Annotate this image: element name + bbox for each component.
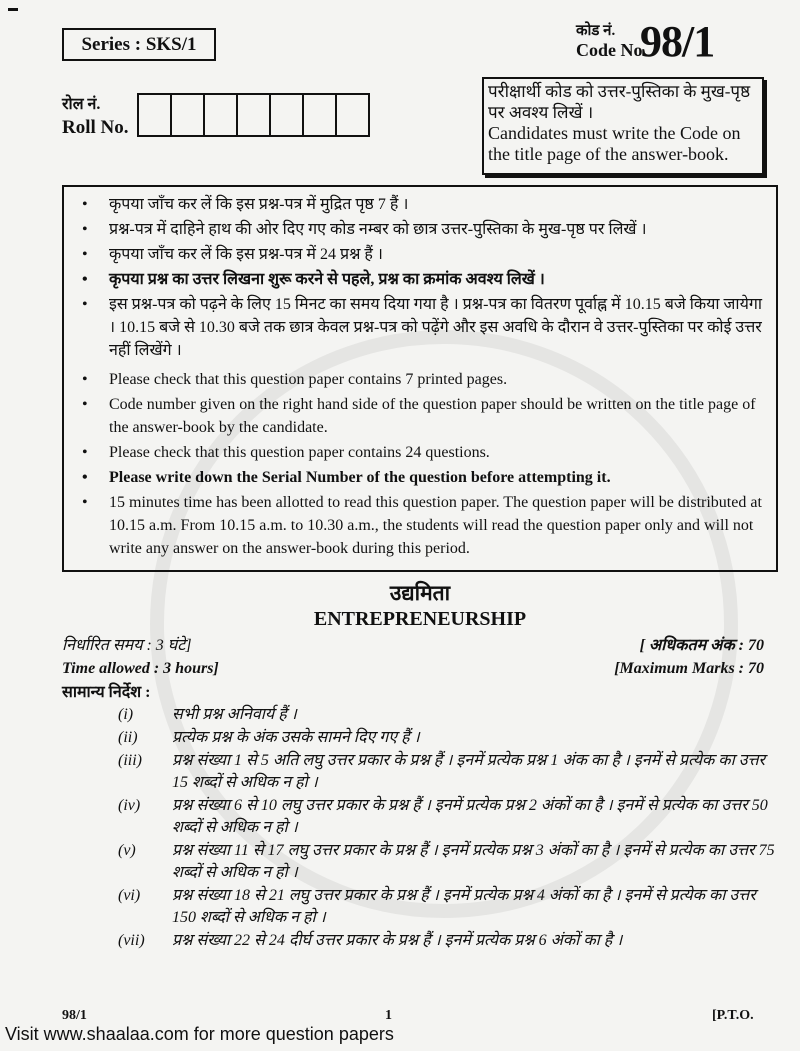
roll-cell [139,95,172,135]
roll-number-boxes [137,93,370,137]
time-marks-row-hindi [62,634,778,657]
instruction-item [118,750,778,794]
notice-item: • Please check that this question paper contains 24 questions. [80,441,762,464]
roll-cell [238,95,271,135]
code-notice-english: Candidates must write the Code on the title page of the answer-book. [488,123,741,164]
subject-title: ENTREPRENEURSHIP [313,608,527,630]
notice-item: • Please write down the Serial Number of the question before attempting it. [80,466,762,489]
roll-label: Roll No. [62,117,129,138]
instruction-item [118,727,778,749]
scan-mark [8,8,18,11]
notice-item: • Please check that this question paper contains 7 printed pages. [80,368,762,391]
instruction-number: (iii) [118,752,142,769]
instruction-number: (i) [118,706,134,723]
instruction-text: प्रश्न संख्या 11 से 17 लघु उत्तर प्रकार के प्रश्न हैं । इनमें प्रत्येक प्रश्न 3 अंकों का है । इनमें से प्रत्येक का उत्तर 75 शब्दों से अधिक न हो । [172,842,775,881]
footer-code: 98/1 [62,1008,87,1023]
subject-title-hindi: उद्यमिता [389,581,451,605]
time-marks-row [62,657,778,680]
notice-box [62,185,778,572]
instruction-item [118,840,778,884]
visit-link[interactable]: Visit www.shaalaa.com for more question papers [5,1024,394,1044]
instruction-text: प्रश्न संख्या 6 से 10 लघु उत्तर प्रकार के प्रश्न हैं । इनमें प्रत्येक प्रश्न 2 अंकों का है । इनमें से प्रत्येक का उत्तर 50 शब्दों से अधिक न हो । [172,797,768,836]
instruction-list [62,704,778,952]
code-notice-box [482,77,764,175]
code-label-hindi: कोड नं. [576,23,616,39]
pto-label: [P.T.O. [712,1008,754,1023]
notice-item: • इस प्रश्न-पत्र को पढ़ने के लिए 15 मिनट का समय दिया गया है । प्रश्न-पत्र का वितरण पूर्वाह्न में 10.15 बजे किया जायेगा । 10.15 बजे से 10.30 बजे तक छात्र केवल प्रश्न-पत्र को पढ़ेंगे और इस अवधि के दौरान वे उत्तर-पुस्तिका पर कोई उत्तर नहीं लिखेंगे । [80,293,762,362]
instruction-number: (vi) [118,887,141,904]
instruction-item [118,930,778,952]
notice-item: • कृपया जाँच कर लें कि इस प्रश्न-पत्र में मुद्रित पृष्ठ 7 हैं । [80,193,762,216]
notice-item: • Code number given on the right hand side of the question paper should be written on the title page of the answer-book by the candidate. [80,393,762,439]
notice-item: • कृपया प्रश्न का उत्तर लिखना शुरू करने से पहले, प्रश्न का क्रमांक अवश्य लिखें । [80,268,762,291]
code-value: 98/1 [640,17,715,66]
max-marks: [Maximum Marks : 70 [614,660,764,677]
page-body [62,185,778,953]
code-label: Code No. [576,40,647,60]
instruction-number: (iv) [118,797,141,814]
instruction-number: (vii) [118,932,145,949]
roll-cell [205,95,238,135]
roll-cell [271,95,304,135]
instruction-text: प्रश्न संख्या 22 से 24 दीर्घ उत्तर प्रकार के प्रश्न हैं । इनमें प्रत्येक प्रश्न 6 अंकों का है । [172,932,623,949]
instruction-text: सभी प्रश्न अनिवार्य हैं । [172,706,297,723]
instruction-text: प्रत्येक प्रश्न के अंक उसके सामने दिए गए हैं । [172,729,420,746]
time-allowed: Time allowed : 3 hours] [62,660,219,677]
roll-cell [172,95,205,135]
code-notice-hindi: परीक्षार्थी कोड को उत्तर-पुस्तिका के मुख-पृष्ठ पर अवश्य लिखें । [488,82,751,122]
instruction-number: (ii) [118,729,138,746]
instruction-item [118,885,778,929]
roll-cell [304,95,337,135]
instruction-item [118,795,778,839]
max-marks-hindi: [ अधिकतम अंक : 70 [639,637,764,654]
general-instructions-heading: सामान्य निर्देश : [62,684,151,701]
instruction-text: प्रश्न संख्या 18 से 21 लघु उत्तर प्रकार के प्रश्न हैं । इनमें प्रत्येक प्रश्न 4 अंकों का है । इनमें से प्रत्येक का उत्तर 150 शब्दों से अधिक न हो । [172,887,756,926]
notice-item: • प्रश्न-पत्र में दाहिने हाथ की ओर दिए गए कोड नम्बर को छात्र उत्तर-पुस्तिका के मुख-पृष्ठ पर लिखें । [80,218,762,241]
instruction-number: (v) [118,842,136,859]
roll-cell [337,95,368,135]
instruction-item [118,704,778,726]
series-box: Series : SKS/1 [62,28,216,61]
page-number: 1 [385,1008,392,1023]
roll-label-hindi: रोल नं. [62,96,101,113]
time-allowed-hindi: निर्धारित समय : 3 घंटे] [62,637,192,654]
notice-item: • 15 minutes time has been allotted to read this question paper. The question paper will be distributed at 10.15 a.m. From 10.15 a.m. to 10.30 a.m., the students will read the question paper only and will not write any answer on the answer-book during this period. [80,491,762,560]
notice-item: • कृपया जाँच कर लें कि इस प्रश्न-पत्र में 24 प्रश्न हैं । [80,243,762,266]
instruction-text: प्रश्न संख्या 1 से 5 अति लघु उत्तर प्रकार के प्रश्न हैं । इनमें प्रत्येक प्रश्न 1 अंक का है । इनमें से प्रत्येक का उत्तर 15 शब्दों से अधिक न हो । [172,752,766,791]
